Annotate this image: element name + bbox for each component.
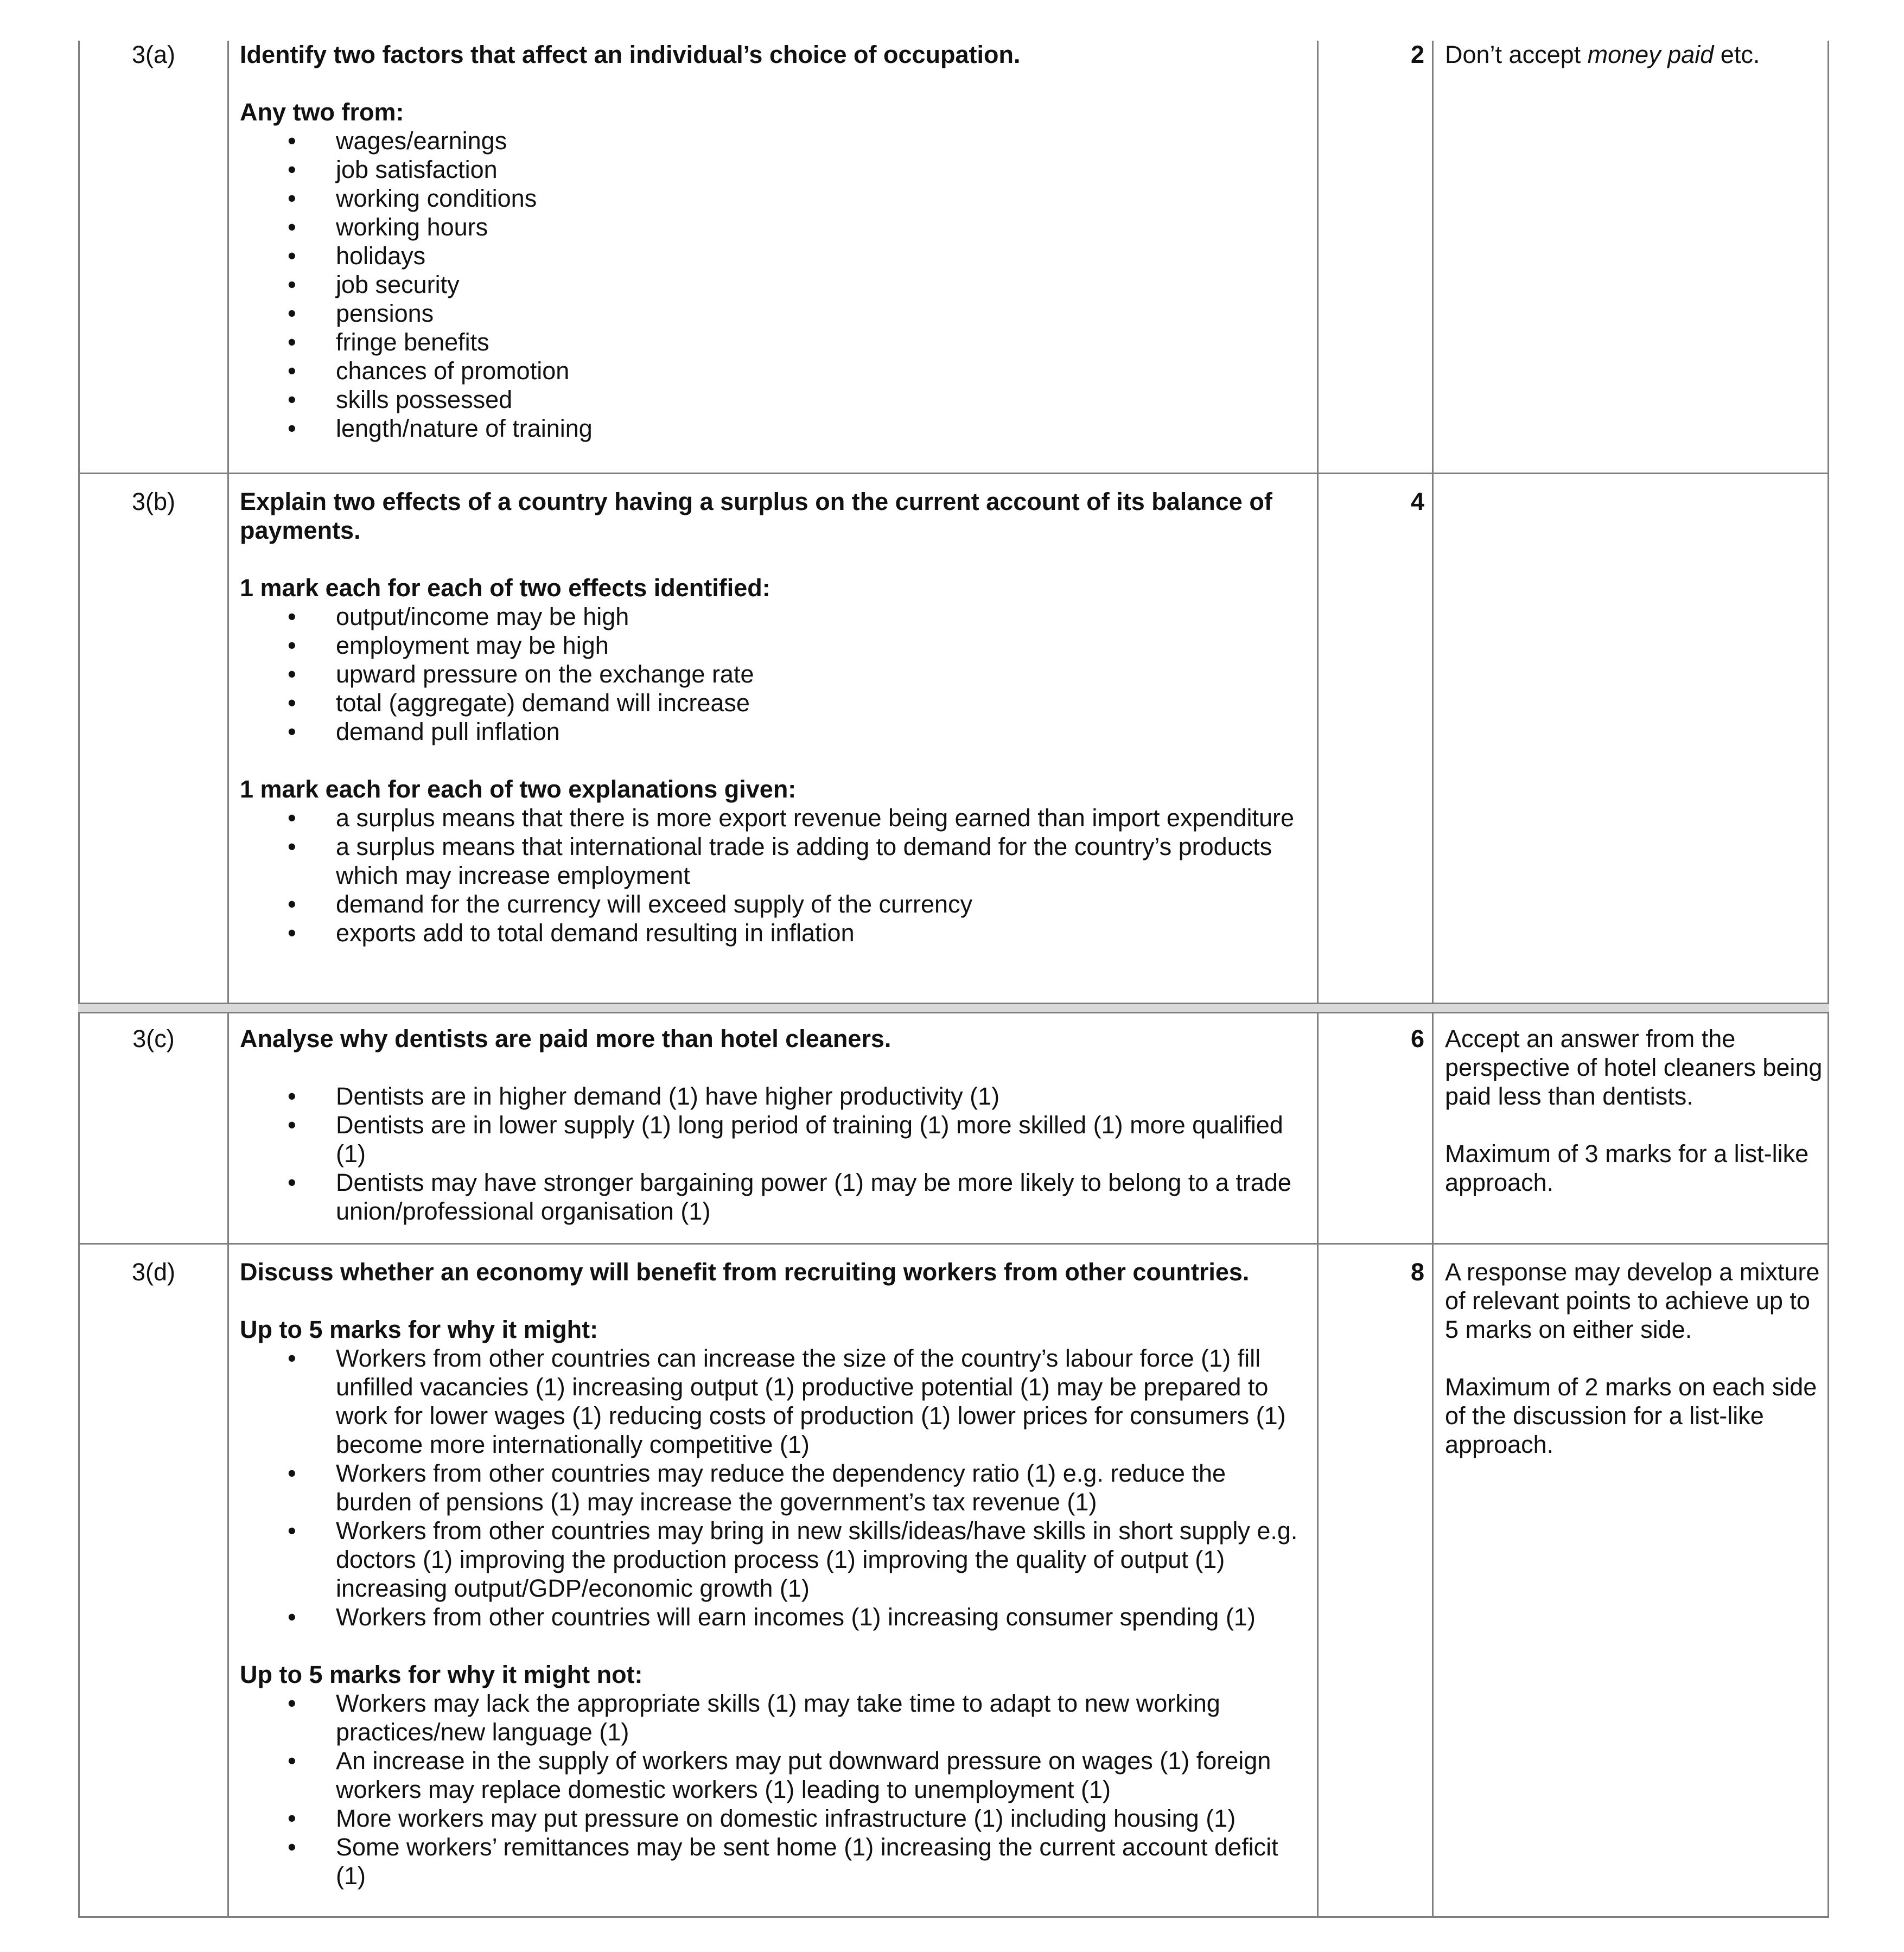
answer-cell [240,40,1303,443]
list-item [240,356,1303,385]
list-item [240,1459,1303,1516]
answer-group-heading: Up to 5 marks for why it might not: [240,1661,643,1688]
list-item [240,414,1303,443]
list-item-text: working conditions [336,184,537,212]
list-item-text: job satisfaction [336,156,498,183]
list-item-text: demand for the currency will exceed supply of the currency [336,890,973,918]
list-item [240,803,1303,832]
answer-group-heading: 1 mark each for each of two effects identified: [240,574,770,602]
bullet-icon: • [288,1111,296,1139]
bullet-icon: • [288,299,296,327]
question-number: 3(a) [131,41,176,68]
bullet-icon: • [288,328,296,356]
list-item [240,1111,1303,1168]
list-item-text: job security [336,271,460,298]
list-item [240,1746,1303,1804]
row-divider [78,473,1829,474]
list-item [240,918,1303,947]
list-item-text: holidays [336,242,426,270]
bullet-icon: • [288,660,296,688]
list-item-text: Dentists are in higher demand (1) have higher productivity (1) [336,1082,1000,1110]
list-item [240,1804,1303,1833]
bullet-icon: • [288,718,296,745]
list-item-text: fringe benefits [336,328,489,356]
list-item [240,890,1303,918]
column-divider-question [227,41,229,1918]
list-item-text: Dentists may have stronger bargaining power (1) may be more likely to belong to a trade union/professional organisation (1) [336,1169,1291,1225]
list-item [240,602,1303,631]
bullet-icon: • [288,1603,296,1631]
answer-list [240,1344,1303,1631]
column-divider-marks [1432,41,1434,1918]
bullet-icon: • [288,1344,296,1372]
answer-group-heading: Up to 5 marks for why it might: [240,1316,598,1343]
guidance-text: Maximum of 3 marks for a list-like approach. [1445,1140,1809,1196]
bullet-icon: • [288,1517,296,1545]
answer-list [240,1689,1303,1890]
list-item-text: chances of promotion [336,357,570,385]
question-number: 3(c) [132,1025,175,1052]
marks-value: 4 [1410,488,1424,515]
list-item [240,1344,1303,1459]
guidance-text: Accept an answer from the perspective of hotel cleaners being paid less than dentists. [1445,1025,1823,1110]
answer-cell [240,1258,1303,1890]
row-divider [78,1243,1829,1245]
marks-value: 8 [1410,1258,1424,1286]
list-item [240,328,1303,356]
bullet-icon: • [288,1082,296,1110]
list-item [240,299,1303,328]
marks-value: 6 [1410,1025,1424,1052]
bullet-icon: • [288,1804,296,1832]
bullet-icon: • [288,1459,296,1487]
list-item-text: total (aggregate) demand will increase [336,689,750,717]
list-item-text: a surplus means that there is more export revenue being earned than import expenditure [336,804,1295,832]
list-item-text: length/nature of training [336,414,593,442]
guidance-text-start: Don’t accept [1445,41,1588,68]
list-item-text: Workers from other countries may bring in new skills/ideas/have skills in short supply e.g. doctors (1) improving the production process (1) improving the quality of output (1) increasing output/GDP/economic growth (1) [336,1517,1298,1602]
list-item [240,1168,1303,1226]
list-item-text: working hours [336,213,488,241]
row-divider-double [78,1003,1829,1013]
bullet-icon: • [288,156,296,183]
bullet-icon: • [288,386,296,413]
guidance-cell [1445,1258,1825,1459]
list-item-text: a surplus means that international trade is adding to demand for the country’s products which may increase employment [336,833,1272,889]
list-item-text: pensions [336,299,434,327]
list-item [240,832,1303,890]
bullet-icon: • [288,919,296,947]
list-item-text: An increase in the supply of workers may put downward pressure on wages (1) foreign workers may replace domestic workers (1) leading to unemployment (1) [336,1747,1271,1803]
bullet-icon: • [288,184,296,212]
list-item-text: output/income may be high [336,603,629,630]
list-item-text: More workers may put pressure on domestic infrastructure (1) including housing (1) [336,1804,1236,1832]
marks-value: 2 [1410,41,1424,68]
list-item [240,1689,1303,1746]
list-item-text: wages/earnings [336,127,507,155]
list-item [240,631,1303,660]
list-item [240,688,1303,717]
guidance-text-emphasis: money paid [1587,41,1714,68]
answer-list [240,1082,1303,1226]
list-item [240,270,1303,299]
table-left-border [78,41,80,1918]
bullet-icon: • [288,1747,296,1775]
bullet-icon: • [288,689,296,717]
question-text: Discuss whether an economy will benefit from recruiting workers from other countries. [240,1258,1250,1286]
bullet-icon: • [288,242,296,270]
bullet-icon: • [288,271,296,298]
bullet-icon: • [288,1169,296,1196]
list-item [240,155,1303,184]
answer-cell [240,487,1303,947]
question-text: Explain two effects of a country having a surplus on the current account of its balance of payments. [240,488,1272,544]
answer-group-heading: 1 mark each for each of two explanations given: [240,775,797,803]
question-number: 3(b) [131,488,176,515]
bullet-icon: • [288,804,296,832]
guidance-cell [1445,1024,1825,1197]
guidance-text: A response may develop a mixture of relevant points to achieve up to 5 marks on either side. [1445,1258,1820,1343]
list-item [240,213,1303,241]
guidance-text-end: etc. [1714,41,1760,68]
list-item-text: Workers from other countries can increase the size of the country’s labour force (1) fill unfilled vacancies (1) increasing output (1) productive potential (1) may be prepared to work for lower wages (1) reducing costs of production (1) lower prices for consumers (1) become more internationally competitive (1) [336,1344,1286,1458]
list-item-text: Some workers’ remittances may be sent home (1) increasing the current account deficit (1) [336,1833,1278,1890]
list-item [240,717,1303,746]
bullet-icon: • [288,833,296,860]
list-item-text: upward pressure on the exchange rate [336,660,754,688]
table-right-border [1827,41,1829,1918]
guidance-text: Maximum of 2 marks on each side of the discussion for a list-like approach. [1445,1373,1817,1458]
list-item [240,1516,1303,1603]
list-item [240,1082,1303,1111]
list-item [240,126,1303,155]
answer-cell [240,1024,1303,1226]
answer-list [240,602,1303,746]
list-item-text: Workers from other countries will earn incomes (1) increasing consumer spending (1) [336,1603,1256,1631]
column-divider-answer [1317,41,1319,1918]
list-item [240,1833,1303,1890]
bullet-icon: • [288,1833,296,1861]
answer-list [240,126,1303,443]
list-item-text: Dentists are in lower supply (1) long period of training (1) more skilled (1) more qualified (1) [336,1111,1283,1168]
bullet-icon: • [288,414,296,442]
list-item [240,1603,1303,1631]
guidance-text [1445,40,1825,69]
bullet-icon: • [288,890,296,918]
answer-group-heading: Any two from: [240,98,404,126]
table-bottom-border [78,1916,1829,1918]
question-text: Identify two factors that affect an individual’s choice of occupation. [240,41,1021,68]
question-number: 3(d) [131,1258,176,1286]
bullet-icon: • [288,1689,296,1717]
answer-list [240,803,1303,947]
list-item-text: demand pull inflation [336,718,560,745]
bullet-icon: • [288,357,296,385]
list-item [240,241,1303,270]
list-item [240,184,1303,213]
list-item-text: employment may be high [336,631,609,659]
bullet-icon: • [288,631,296,659]
bullet-icon: • [288,127,296,155]
list-item [240,660,1303,688]
bullet-icon: • [288,213,296,241]
list-item-text: skills possessed [336,386,513,413]
list-item-text: Workers from other countries may reduce the dependency ratio (1) e.g. reduce the burden of pensions (1) may increase the government’s tax revenue (1) [336,1459,1226,1516]
question-text: Analyse why dentists are paid more than hotel cleaners. [240,1025,891,1052]
bullet-icon: • [288,603,296,630]
list-item-text: exports add to total demand resulting in inflation [336,919,855,947]
list-item [240,385,1303,414]
list-item-text: Workers may lack the appropriate skills (1) may take time to adapt to new working practices/new language (1) [336,1689,1220,1746]
guidance-cell [1445,40,1825,69]
